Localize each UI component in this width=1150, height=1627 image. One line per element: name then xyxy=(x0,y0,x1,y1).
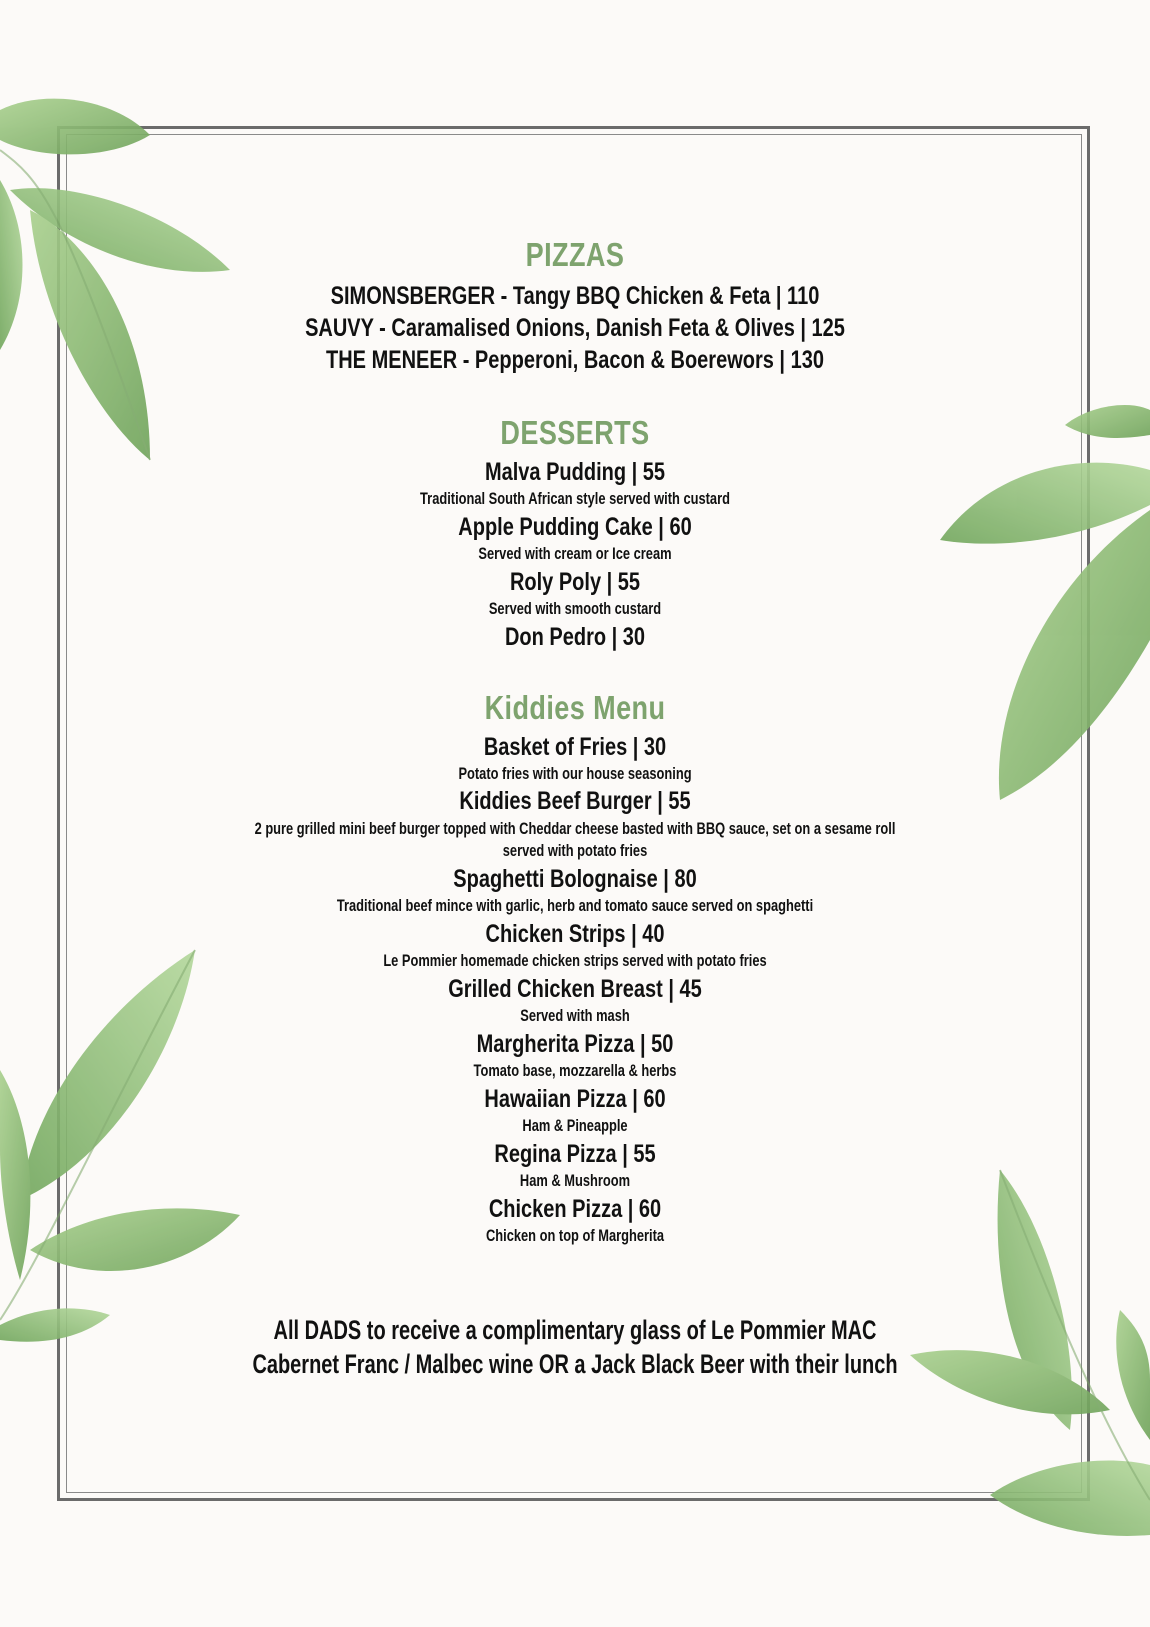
kiddies-item-name: Grilled Chicken Breast | 45 xyxy=(448,975,702,1003)
kiddies-item-name: Regina Pizza | 55 xyxy=(494,1140,656,1168)
dessert-item-desc: Served with smooth custard xyxy=(488,600,662,618)
pizzas-heading: PIZZAS xyxy=(525,236,625,273)
pizza-item: THE MENEER - Pepperoni, Bacon & Boerewors | 130 xyxy=(326,346,824,374)
dessert-item-name: Don Pedro | 30 xyxy=(504,623,646,651)
kiddies-item-desc: Chicken on top of Margherita xyxy=(485,1227,665,1245)
kiddies-item-name: Basket of Fries | 30 xyxy=(483,733,667,761)
pizza-item: SIMONSBERGER - Tangy BBQ Chicken & Feta | 110 xyxy=(330,282,820,310)
kiddies-item-desc: Potato fries with our house seasoning xyxy=(458,765,692,783)
kiddies-item-name: Chicken Pizza | 60 xyxy=(488,1195,662,1223)
kiddies-item-name: Chicken Strips | 40 xyxy=(485,920,665,948)
dessert-item-desc: Served with cream or Ice cream xyxy=(478,545,672,563)
kiddies-item-name: Spaghetti Bolognaise | 80 xyxy=(453,865,697,893)
promo-line-2: Cabernet Franc / Malbec wine OR a Jack Black Beer with their lunch xyxy=(252,1349,898,1379)
kiddies-item-desc: Served with mash xyxy=(520,1007,630,1025)
desserts-heading: DESSERTS xyxy=(500,414,650,451)
kiddies-item-name: Margherita Pizza | 50 xyxy=(476,1030,674,1058)
dessert-item-name: Malva Pudding | 55 xyxy=(484,458,666,486)
kiddies-item-desc: Ham & Pineapple xyxy=(522,1117,628,1135)
kiddies-item-desc: 2 pure grilled mini beef burger topped with Cheddar cheese basted with BBQ sauce, set on a sesame roll xyxy=(254,820,896,838)
dessert-item-name: Apple Pudding Cake | 60 xyxy=(458,513,692,541)
kiddies-heading: Kiddies Menu xyxy=(484,689,666,726)
kiddies-item-name: Hawaiian Pizza | 60 xyxy=(484,1085,666,1113)
kiddies-item-desc: Tomato base, mozzarella & herbs xyxy=(473,1062,677,1080)
pizza-item: SAUVY - Caramalised Onions, Danish Feta & Olives | 125 xyxy=(305,314,845,342)
dessert-item-desc: Traditional South African style served with custard xyxy=(420,490,730,508)
kiddies-item-desc: served with potato fries xyxy=(502,842,648,860)
kiddies-item-desc: Ham & Mushroom xyxy=(519,1172,631,1190)
kiddies-item-desc: Traditional beef mince with garlic, herb and tomato sauce served on spaghetti xyxy=(336,897,814,915)
kiddies-item-desc: Le Pommier homemade chicken strips served with potato fries xyxy=(383,952,767,970)
kiddies-item-name: Kiddies Beef Burger | 55 xyxy=(459,787,691,815)
dessert-item-name: Roly Poly | 55 xyxy=(509,568,641,596)
promo-line-1: All DADS to receive a complimentary glass of Le Pommier MAC xyxy=(273,1315,877,1345)
